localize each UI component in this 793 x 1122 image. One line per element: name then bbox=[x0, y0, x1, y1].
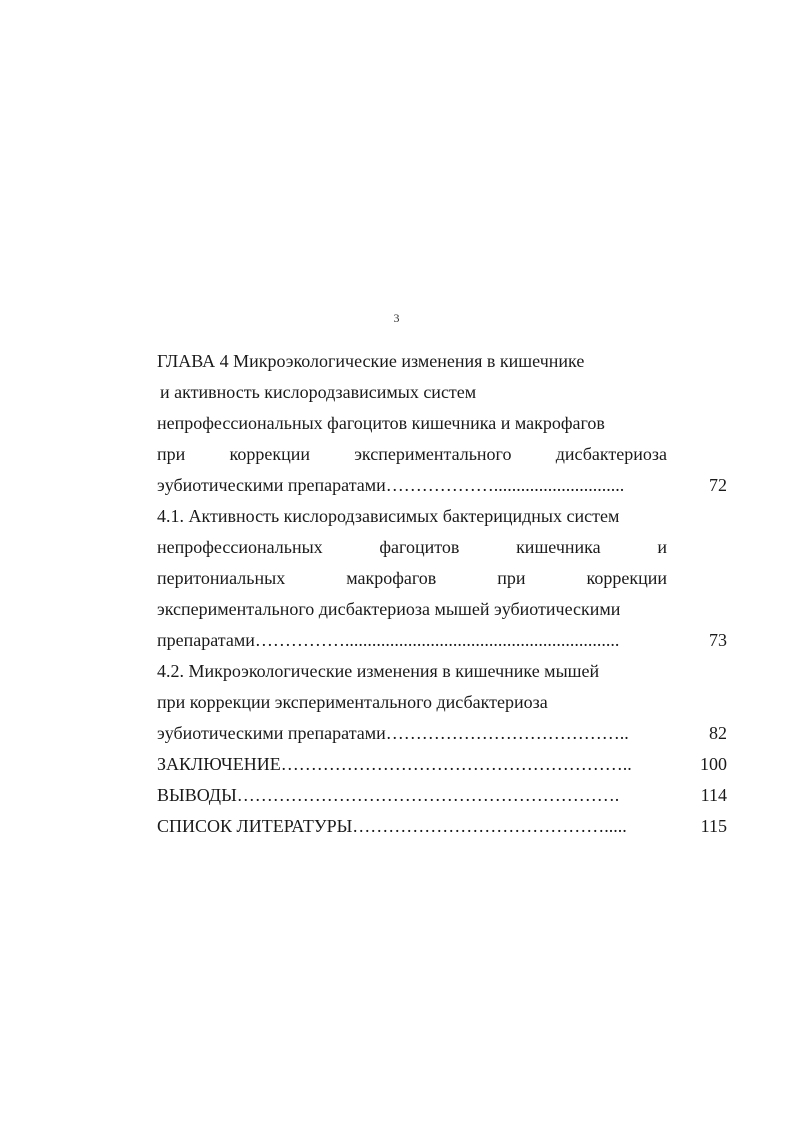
word: экспериментального bbox=[354, 444, 512, 464]
toc-chapter4-line1: ГЛАВА 4 Микроэкологические изменения в кишечнике bbox=[157, 351, 585, 371]
word: кишечника bbox=[516, 537, 601, 557]
toc-section42-line1: 4.2. Микроэкологические изменения в кишечнике мышей bbox=[157, 661, 600, 681]
toc-references: СПИСОК ЛИТЕРАТУРЫ……………………………………..... 115 bbox=[157, 811, 727, 842]
word: коррекции bbox=[229, 444, 310, 464]
toc-section41-line1: 4.1. Активность кислородзависимых бактерицидных систем bbox=[157, 506, 620, 526]
word: при bbox=[157, 444, 186, 464]
toc-section41-page: 73 bbox=[709, 630, 727, 650]
page-number: 3 bbox=[393, 311, 400, 325]
word: макрофагов bbox=[346, 568, 437, 588]
toc-section42-page: 82 bbox=[709, 723, 727, 743]
toc-findings: ВЫВОДЫ………………………………………………………. 114 bbox=[157, 780, 727, 811]
word: фагоцитов bbox=[379, 537, 460, 557]
word: непрофессиональных bbox=[157, 537, 323, 557]
word: дисбактериоза bbox=[555, 444, 667, 464]
toc-conclusion: ЗАКЛЮЧЕНИЕ………………………………………………….. 100 bbox=[157, 749, 727, 780]
toc-chapter4-line3: непрофессиональных фагоцитов кишечника и макрофагов bbox=[157, 413, 605, 433]
toc-findings-page: 114 bbox=[700, 785, 727, 805]
word: при bbox=[497, 568, 526, 588]
word: перитониальных bbox=[157, 568, 286, 588]
toc-section41-line5: препаратами……………............................................................. 73 bbox=[157, 625, 727, 656]
toc-section41-line4: экспериментального дисбактериоза мышей эубиотическими bbox=[157, 599, 621, 619]
toc-section41-line2 bbox=[157, 532, 727, 563]
toc-section42-line2: при коррекции экспериментального дисбактериоза bbox=[157, 692, 548, 712]
toc-section41-line3 bbox=[157, 563, 727, 594]
toc-chapter4-line2: и активность кислородзависимых систем bbox=[160, 382, 477, 402]
word: коррекции bbox=[586, 568, 667, 588]
toc-section42-line3: эубиотическими препаратами………………………………….. 82 bbox=[157, 718, 727, 749]
word: и bbox=[657, 537, 667, 557]
toc-chapter4-line5: эубиотическими препаратами………………............................. 72 bbox=[157, 470, 727, 501]
toc-chapter4-line4 bbox=[157, 439, 727, 470]
toc-chapter4-page: 72 bbox=[709, 475, 727, 495]
toc-conclusion-page: 100 bbox=[700, 754, 727, 774]
toc-references-page: 115 bbox=[700, 816, 727, 836]
table-of-contents bbox=[157, 346, 727, 842]
